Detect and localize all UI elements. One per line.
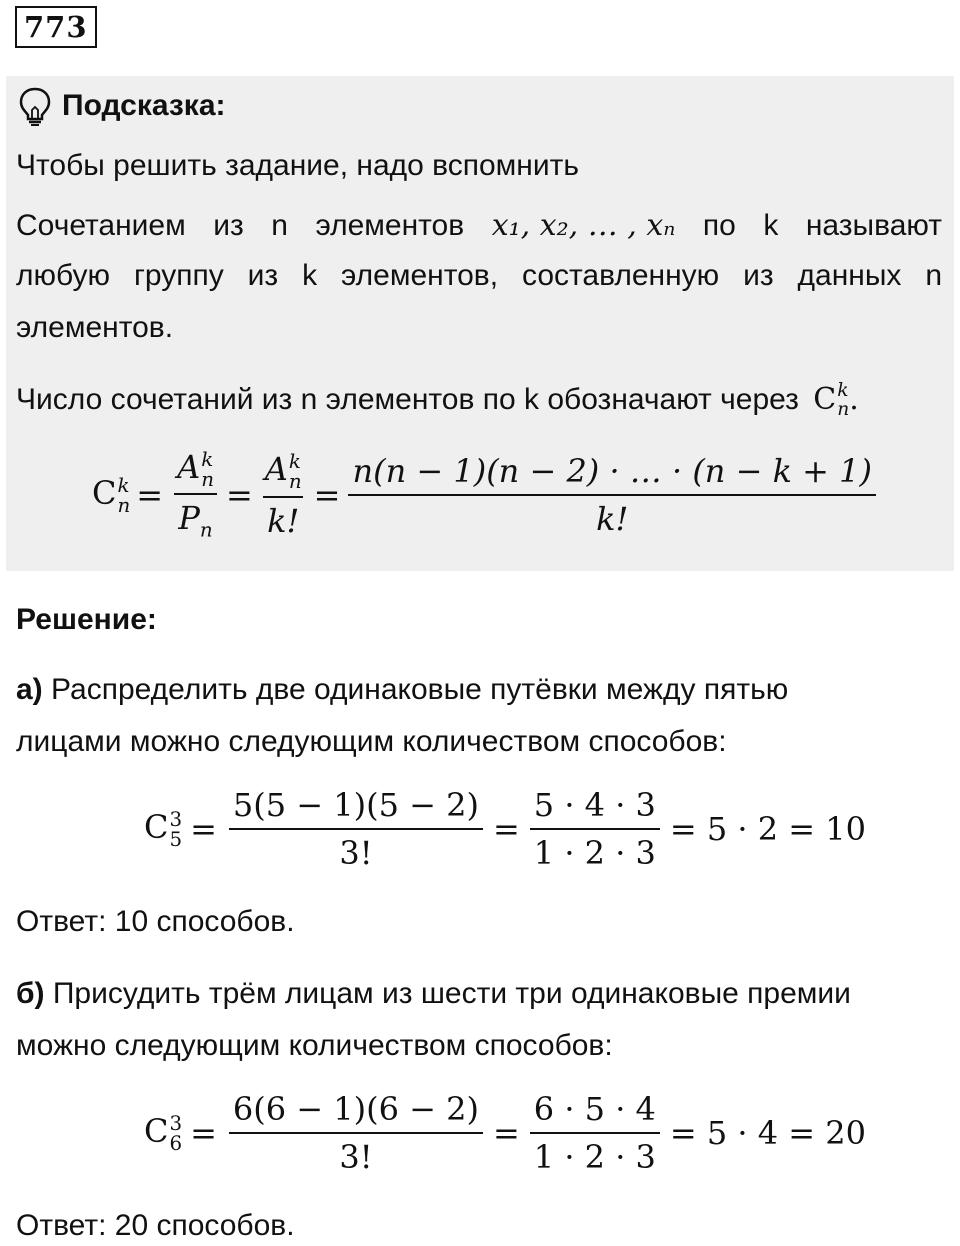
combination-formula: C k n = A k n $P_n$ = A k n k! = $\frac{n(n - 1)(n - 2) \cdot \dots \cdot (n - k + 1)}{k!}$ xyxy=(92,448,880,542)
part-a-text-line1 xyxy=(16,670,788,710)
part-b-fraction-1: $\frac{6(6 - 1)(6 - 2)}{3!}$ xyxy=(229,1090,483,1176)
def-word: элементов xyxy=(315,209,465,242)
part-b-label: б) xyxy=(16,977,45,1010)
def-word: n xyxy=(271,209,288,242)
def-word: Сочетанием xyxy=(16,209,186,242)
def-word: из xyxy=(213,209,244,242)
lightbulb-icon xyxy=(18,86,52,131)
part-a-text: Распределить две одинаковые путёвки между пятью xyxy=(42,673,789,706)
hint-definition-line2: любую группу из k элементов, составленную из данных n xyxy=(16,259,942,292)
part-a-answer: Ответ: 10 способов. xyxy=(16,905,295,938)
part-a-text-line2: лицами можно следующим количеством способов: xyxy=(16,725,727,758)
hint-definition-line1 xyxy=(16,206,942,246)
part-a-fraction-2: $\frac{5 \cdot 4 \cdot 3}{1 \cdot 2 \cdot 3}$ xyxy=(530,786,660,872)
formula-fraction-3: $\frac{n(n - 1)(n - 2) \cdot \dots \cdot (n - k + 1)}{k!}$ xyxy=(348,452,875,538)
part-a-label: а) xyxy=(16,673,43,706)
def-word: называют xyxy=(805,209,942,242)
formula-fraction-2: A k n k! xyxy=(264,449,302,540)
hint-title: Подсказка: xyxy=(62,89,226,122)
formula-fraction-1: A k n $P_n$ xyxy=(173,448,218,542)
task-number: 773 xyxy=(15,6,97,48)
part-a-result: = 5 · 2 = 10 xyxy=(669,810,866,848)
notation-text: Число сочетаний из n элементов по k обозначают через xyxy=(16,383,799,416)
hint-notation: Число сочетаний из n элементов по k обозначают через C k n . xyxy=(16,380,859,420)
part-a-fraction-1: $\frac{5(5 - 1)(5 - 2)}{3!}$ xyxy=(229,786,483,872)
part-b-text: Присудить трём лицам из шести три одинаковые премии xyxy=(44,977,851,1010)
def-word: по xyxy=(702,209,736,242)
hint-recall: Чтобы решить задание, надо вспомнить xyxy=(16,149,579,182)
def-variables: x₁, x₂, … , xₙ xyxy=(491,208,676,243)
part-b-result: = 5 · 4 = 20 xyxy=(669,1114,866,1152)
solution-title: Решение: xyxy=(16,603,157,636)
part-a-calculation: C 3 5 = $\frac{5(5 - 1)(5 - 2)}{3!}$ = $\frac{5 \cdot 4 \cdot 3}{1 \cdot 2 \cdot 3}$ = 5 · 2 = 10 xyxy=(144,786,866,872)
part-b-text-line1 xyxy=(16,974,851,1014)
def-word: k xyxy=(763,209,779,242)
formula-c: C xyxy=(92,474,117,513)
part-b-calculation: C 3 6 = $\frac{6(6 - 1)(6 - 2)}{3!}$ = $\frac{6 \cdot 5 \cdot 4}{1 \cdot 2 \cdot 3}$ = 5 · 4 = 20 xyxy=(144,1090,866,1176)
part-b-fraction-2: $\frac{6 \cdot 5 \cdot 4}{1 \cdot 2 \cdot 3}$ xyxy=(530,1090,660,1176)
part-b-text-line2: можно следующим количеством способов: xyxy=(16,1029,613,1062)
part-b-answer: Ответ: 20 способов. xyxy=(16,1209,295,1242)
hint-definition-line3: элементов. xyxy=(16,311,174,344)
